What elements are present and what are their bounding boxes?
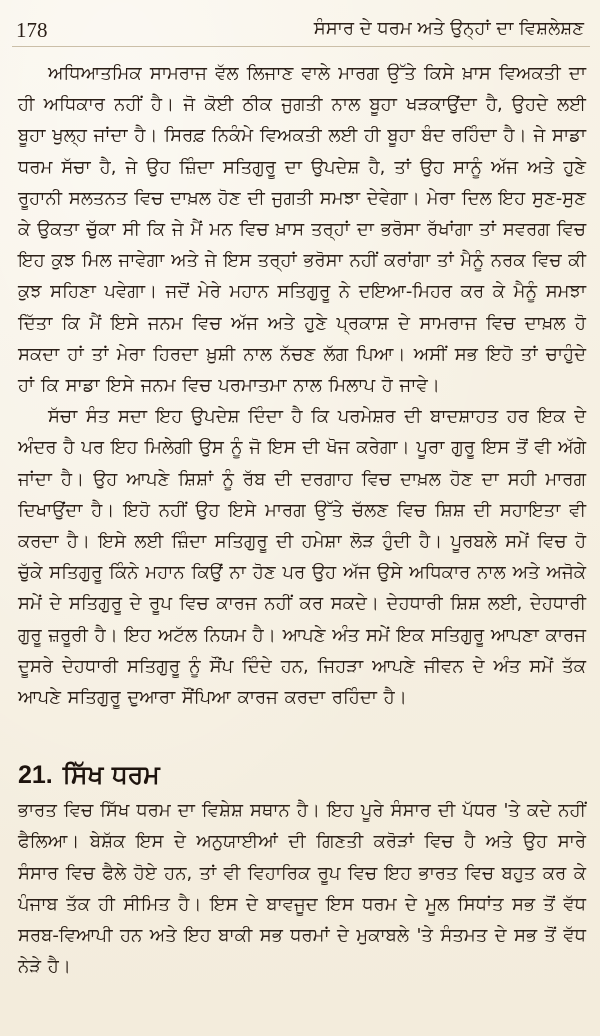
page-header (12, 12, 590, 47)
page-number: 178 (16, 18, 48, 42)
running-title: ਸੰਸਾਰ ਦੇ ਧਰਮ ਅਤੇ ਉਨ੍ਹਾਂ ਦਾ ਵਿਸ਼ਲੇਸ਼ਣ (313, 18, 584, 39)
section-heading (18, 757, 586, 793)
section-title: ਸਿੱਖ ਧਰਮ (62, 760, 160, 790)
paragraph-2: ਸੱਚਾ ਸੰਤ ਸਦਾ ਇਹ ਉਪਦੇਸ਼ ਦਿੰਦਾ ਹੈ ਕਿ ਪਰਮੇਸ਼ਰ ਦੀ ਬਾਦਸ਼ਾਹਤ ਹਰ ਇਕ ਦੇ ਅੰਦਰ ਹੈ ਪਰ ਇਹ ਮਿਲੇਗੀ ਉਸ ਨੂੰ ਜੋ ਇਸ ਦੀ ਖੋਜ ਕਰੇਗਾ। ਪੂਰਾ ਗੁਰੂ ਇਸ ਤੋਂ ਵੀ ਅੱਗੇ ਜਾਂਦਾ ਹੈ। ਉਹ ਆਪਣੇ ਸ਼ਿਸ਼ਾਂ ਨੂੰ ਰੱਬ ਦੀ ਦਰਗਾਹ ਵਿਚ ਦਾਖ਼ਲ ਹੋਣ ਦਾ ਸਹੀ ਮਾਰਗ ਦਿਖਾਉਂਦਾ ਹੈ। ਇਹੋ ਨਹੀਂ ਉਹ ਇਸੇ ਮਾਰਗ ਉੱਤੇ ਚੱਲਣ ਵਿਚ ਸ਼ਿਸ਼ ਦੀ ਸਹਾਇਤਾ ਵੀ ਕਰਦਾ ਹੈ। ਇਸੇ ਲਈ ਜ਼ਿੰਦਾ ਸਤਿਗੁਰੂ ਦੀ ਹਮੇਸ਼ਾ ਲੋੜ ਹੁੰਦੀ ਹੈ। ਪੂਰਬਲੇ ਸਮੇਂ ਵਿਚ ਹੋ ਚੁੱਕੇ ਸਤਿਗੁਰੂ ਕਿੰਨੇ ਮਹਾਨ ਕਿਉਂ ਨਾ ਹੋਣ ਪਰ ਉਹ ਅੱਜ ਉਸੇ ਅਧਿਕਾਰ ਨਾਲ ਅਤੇ ਅਜੋਕੇ ਸਮੇਂ ਦੇ ਸਤਿਗੁਰੂ ਦੇ ਰੂਪ ਵਿਚ ਕਾਰਜ ਨਹੀਂ ਕਰ ਸਕਦੇ। ਦੇਹਧਾਰੀ ਸ਼ਿਸ਼ ਲਈ, ਦੇਹਧਾਰੀ ਗੁਰੂ ਜ਼ਰੂਰੀ ਹੈ। ਇਹ ਅਟੱਲ ਨਿਯਮ ਹੈ। ਆਪਣੇ ਅੰਤ ਸਮੇਂ ਇਕ ਸਤਿਗੁਰੂ ਆਪਣਾ ਕਾਰਜ ਦੂਸਰੇ ਦੇਹਧਾਰੀ ਸਤਿਗੁਰੂ ਨੂੰ ਸੌਂਪ ਦਿੰਦੇ ਹਨ, ਜਿਹੜਾ ਆਪਣੇ ਜੀਵਨ ਦੇ ਅੰਤ ਸਮੇਂ ਤੱਕ ਆਪਣੇ ਸਤਿਗੁਰੂ ਦੁਆਰਾ ਸੌਂਪਿਆ ਕਾਰਜ ਕਰਦਾ ਰਹਿੰਦਾ ਹੈ। (18, 406, 586, 709)
page-body (18, 58, 586, 982)
paragraph-1: ਅਧਿਆਤਮਿਕ ਸਾਮਰਾਜ ਵੱਲ ਲਿਜਾਣ ਵਾਲੇ ਮਾਰਗ ਉੱਤੇ ਕਿਸੇ ਖ਼ਾਸ ਵਿਅਕਤੀ ਦਾ ਹੀ ਅਧਿਕਾਰ ਨਹੀਂ ਹੈ। ਜੋ ਕੋਈ ਠੀਕ ਜੁਗਤੀ ਨਾਲ ਬੂਹਾ ਖੜਕਾਉਂਦਾ ਹੈ, ਉਹਦੇ ਲਈ ਬੂਹਾ ਖੁਲ੍ਹ ਜਾਂਦਾ ਹੈ। ਸਿਰਫ਼ ਨਿਕੰਮੇ ਵਿਅਕਤੀ ਲਈ ਹੀ ਬੂਹਾ ਬੰਦ ਰਹਿੰਦਾ ਹੈ। ਜੇ ਸਾਡਾ ਧਰਮ ਸੱਚਾ ਹੈ, ਜੇ ਉਹ ਜ਼ਿੰਦਾ ਸਤਿਗੁਰੂ ਦਾ ਉਪਦੇਸ਼ ਹੈ, ਤਾਂ ਉਹ ਸਾਨੂੰ ਅੱਜ ਅਤੇ ਹੁਣੇ ਰੂਹਾਨੀ ਸਲਤਨਤ ਵਿਚ ਦਾਖ਼ਲ ਹੋਣ ਦੀ ਜੁਗਤੀ ਸਮਝਾ ਦੇਵੇਗਾ। ਮੇਰਾ ਦਿਲ ਇਹ ਸੁਣ-ਸੁਣ ਕੇ ਉਕਤਾ ਚੁੱਕਾ ਸੀ ਕਿ ਜੇ ਮੈਂ ਮਨ ਵਿਚ ਖ਼ਾਸ ਤਰ੍ਹਾਂ ਦਾ ਭਰੋਸਾ ਰੱਖਾਂਗਾ ਤਾਂ ਸਵਰਗ ਵਿਚ ਇਹ ਕੁਝ ਮਿਲ ਜਾਵੇਗਾ ਅਤੇ ਜੇ ਇਸ ਤਰ੍ਹਾਂ ਭਰੋਸਾ ਨਹੀਂ ਕਰਾਂਗਾ ਤਾਂ ਮੈਨੂੰ ਨਰਕ ਵਿਚ ਕੀ ਕੁਝ ਸਹਿਣਾ ਪਵੇਗਾ। ਜਦੋਂ ਮੇਰੇ ਮਹਾਨ ਸਤਿਗੁਰੂ ਨੇ ਦਇਆ-ਮਿਹਰ ਕਰ ਕੇ ਮੈਨੂੰ ਸਮਝਾ ਦਿੱਤਾ ਕਿ ਮੈਂ ਇਸੇ ਜਨਮ ਵਿਚ ਅੱਜ ਅਤੇ ਹੁਣੇ ਪ੍ਰਕਾਸ਼ ਦੇ ਸਾਮਰਾਜ ਵਿਚ ਦਾਖ਼ਲ ਹੋ ਸਕਦਾ ਹਾਂ ਤਾਂ ਮੇਰਾ ਹਿਰਦਾ ਖ਼ੁਸ਼ੀ ਨਾਲ ਨੱਚਣ ਲੱਗ ਪਿਆ। ਅਸੀਂ ਸਭ ਇਹੋ ਤਾਂ ਚਾਹੁੰਦੇ ਹਾਂ ਕਿ ਸਾਡਾ ਇਸੇ ਜਨਮ ਵਿਚ ਪਰਮਾਤਮਾ ਨਾਲ ਮਿਲਾਪ ਹੋ ਜਾਵੇ। (18, 63, 586, 397)
section-number: 21. (18, 761, 53, 790)
paragraph-3: ਭਾਰਤ ਵਿਚ ਸਿੱਖ ਧਰਮ ਦਾ ਵਿਸ਼ੇਸ਼ ਸਥਾਨ ਹੈ। ਇਹ ਪੂਰੇ ਸੰਸਾਰ ਦੀ ਪੱਧਰ 'ਤੇ ਕਦੇ ਨਹੀਂ ਫੈਲਿਆ। ਬੇਸ਼ੱਕ ਇਸ ਦੇ ਅਨੁਯਾਈਆਂ ਦੀ ਗਿਣਤੀ ਕਰੋੜਾਂ ਵਿਚ ਹੈ ਅਤੇ ਉਹ ਸਾਰੇ ਸੰਸਾਰ ਵਿਚ ਫੈਲੇ ਹੋਏ ਹਨ, ਤਾਂ ਵੀ ਵਿਹਾਰਿਕ ਰੂਪ ਵਿਚ ਇਹ ਭਾਰਤ ਵਿਚ ਬਹੁਤ ਕਰ ਕੇ ਪੰਜਾਬ ਤੱਕ ਹੀ ਸੀਮਿਤ ਹੈ। ਇਸ ਦੇ ਬਾਵਜੂਦ ਇਸ ਧਰਮ ਦੇ ਮੂਲ ਸਿਧਾਂਤ ਸਭ ਤੋਂ ਵੱਧ ਸਰਬ-ਵਿਆਪੀ ਹਨ ਅਤੇ ਇਹ ਬਾਕੀ ਸਭ ਧਰਮਾਂ ਦੇ ਮੁਕਾਬਲੇ 'ਤੇ ਸੰਤਮਤ ਦੇ ਸਭ ਤੋਂ ਵੱਧ ਨੇੜੇ ਹੈ। (18, 800, 586, 978)
